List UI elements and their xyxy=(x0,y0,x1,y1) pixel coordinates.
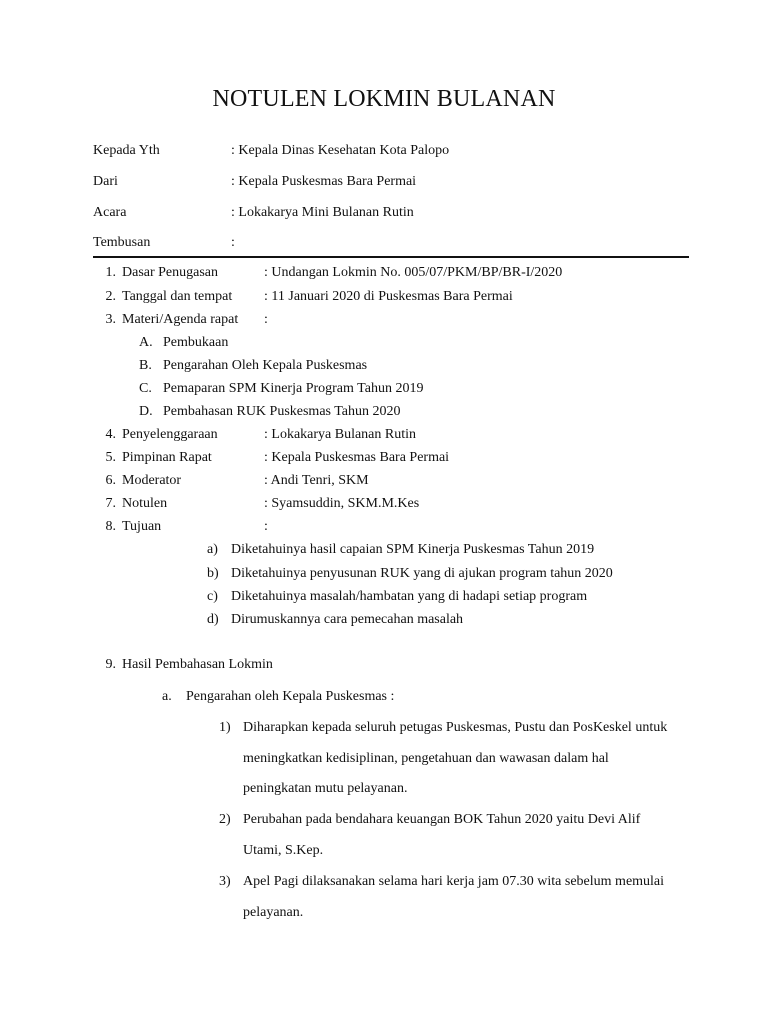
hasil-point-1: 1) Diharapkan kepada seluruh petugas Puskesmas, Pustu dan PosKeskel untuk xyxy=(219,720,668,735)
tujuan-item: d) Dirumuskannya cara pemecahan masalah xyxy=(207,612,464,627)
agenda-item: C. Pemaparan SPM Kinerja Program Tahun 2019 xyxy=(139,381,424,396)
header-row-kepada xyxy=(93,143,449,159)
list-item-hasil: 9. Hasil Pembahasan Lokmin xyxy=(105,657,273,672)
header-divider xyxy=(93,256,689,258)
header-value: : xyxy=(231,235,235,250)
header-value: : Lokakarya Mini Bulanan Rutin xyxy=(231,205,414,220)
hasil-point-3: 3) Apel Pagi dilaksanakan selama hari kerja jam 07.30 wita sebelum memulai xyxy=(219,874,665,889)
list-item: 3. Materi/Agenda rapat : xyxy=(105,312,268,327)
hasil-section-a: a. Pengarahan oleh Kepala Puskesmas : xyxy=(162,689,395,704)
list-item: 5. Pimpinan Rapat : Kepala Puskesmas Bara Permai xyxy=(105,450,450,465)
header-key: Tembusan xyxy=(93,235,151,250)
header-key: Acara xyxy=(93,205,127,220)
agenda-item: D. Pembahasan RUK Puskesmas Tahun 2020 xyxy=(139,404,401,419)
tujuan-item: a) Diketahuinya hasil capaian SPM Kinerja Puskesmas Tahun 2019 xyxy=(207,542,595,557)
header-value: : Kepala Puskesmas Bara Permai xyxy=(231,174,417,189)
hasil-point-2: 2) Perubahan pada bendahara keuangan BOK Tahun 2020 yaitu Devi Alif xyxy=(219,812,641,827)
header-row-acara xyxy=(93,205,414,221)
header-row-dari xyxy=(93,174,416,190)
header-row-tembusan xyxy=(93,235,235,251)
tujuan-item: b) Diketahuinya penyusunan RUK yang di ajukan program tahun 2020 xyxy=(207,566,613,581)
list-item: 1. Dasar Penugasan : Undangan Lokmin No. 005/07/PKM/BP/BR-I/2020 xyxy=(105,265,563,280)
agenda-item: A. Pembukaan xyxy=(139,335,229,350)
list-item: 2. Tanggal dan tempat : 11 Januari 2020 di Puskesmas Bara Permai xyxy=(105,289,513,304)
list-item: 6. Moderator : Andi Tenri, SKM xyxy=(105,473,369,488)
header-key: Kepada Yth xyxy=(93,143,160,158)
hasil-point-2-line: Utami, S.Kep. xyxy=(243,843,324,858)
document-title: NOTULEN LOKMIN BULANAN xyxy=(212,86,556,112)
hasil-point-3-line: pelayanan. xyxy=(243,905,304,920)
list-item: 4. Penyelenggaraan : Lokakarya Bulanan Rutin xyxy=(105,427,417,442)
agenda-item: B. Pengarahan Oleh Kepala Puskesmas xyxy=(139,358,368,373)
header-value: : Kepala Dinas Kesehatan Kota Palopo xyxy=(231,143,450,158)
list-item: 8. Tujuan : xyxy=(105,519,268,534)
header-key: Dari xyxy=(93,174,118,189)
hasil-point-1-line: peningkatan mutu pelayanan. xyxy=(243,781,408,796)
list-item: 7. Notulen : Syamsuddin, SKM.M.Kes xyxy=(105,496,420,511)
tujuan-item: c) Diketahuinya masalah/hambatan yang di hadapi setiap program xyxy=(207,589,588,604)
hasil-point-1-line: meningkatkan kedisiplinan, pengetahuan dan wawasan dalam hal xyxy=(243,751,609,766)
